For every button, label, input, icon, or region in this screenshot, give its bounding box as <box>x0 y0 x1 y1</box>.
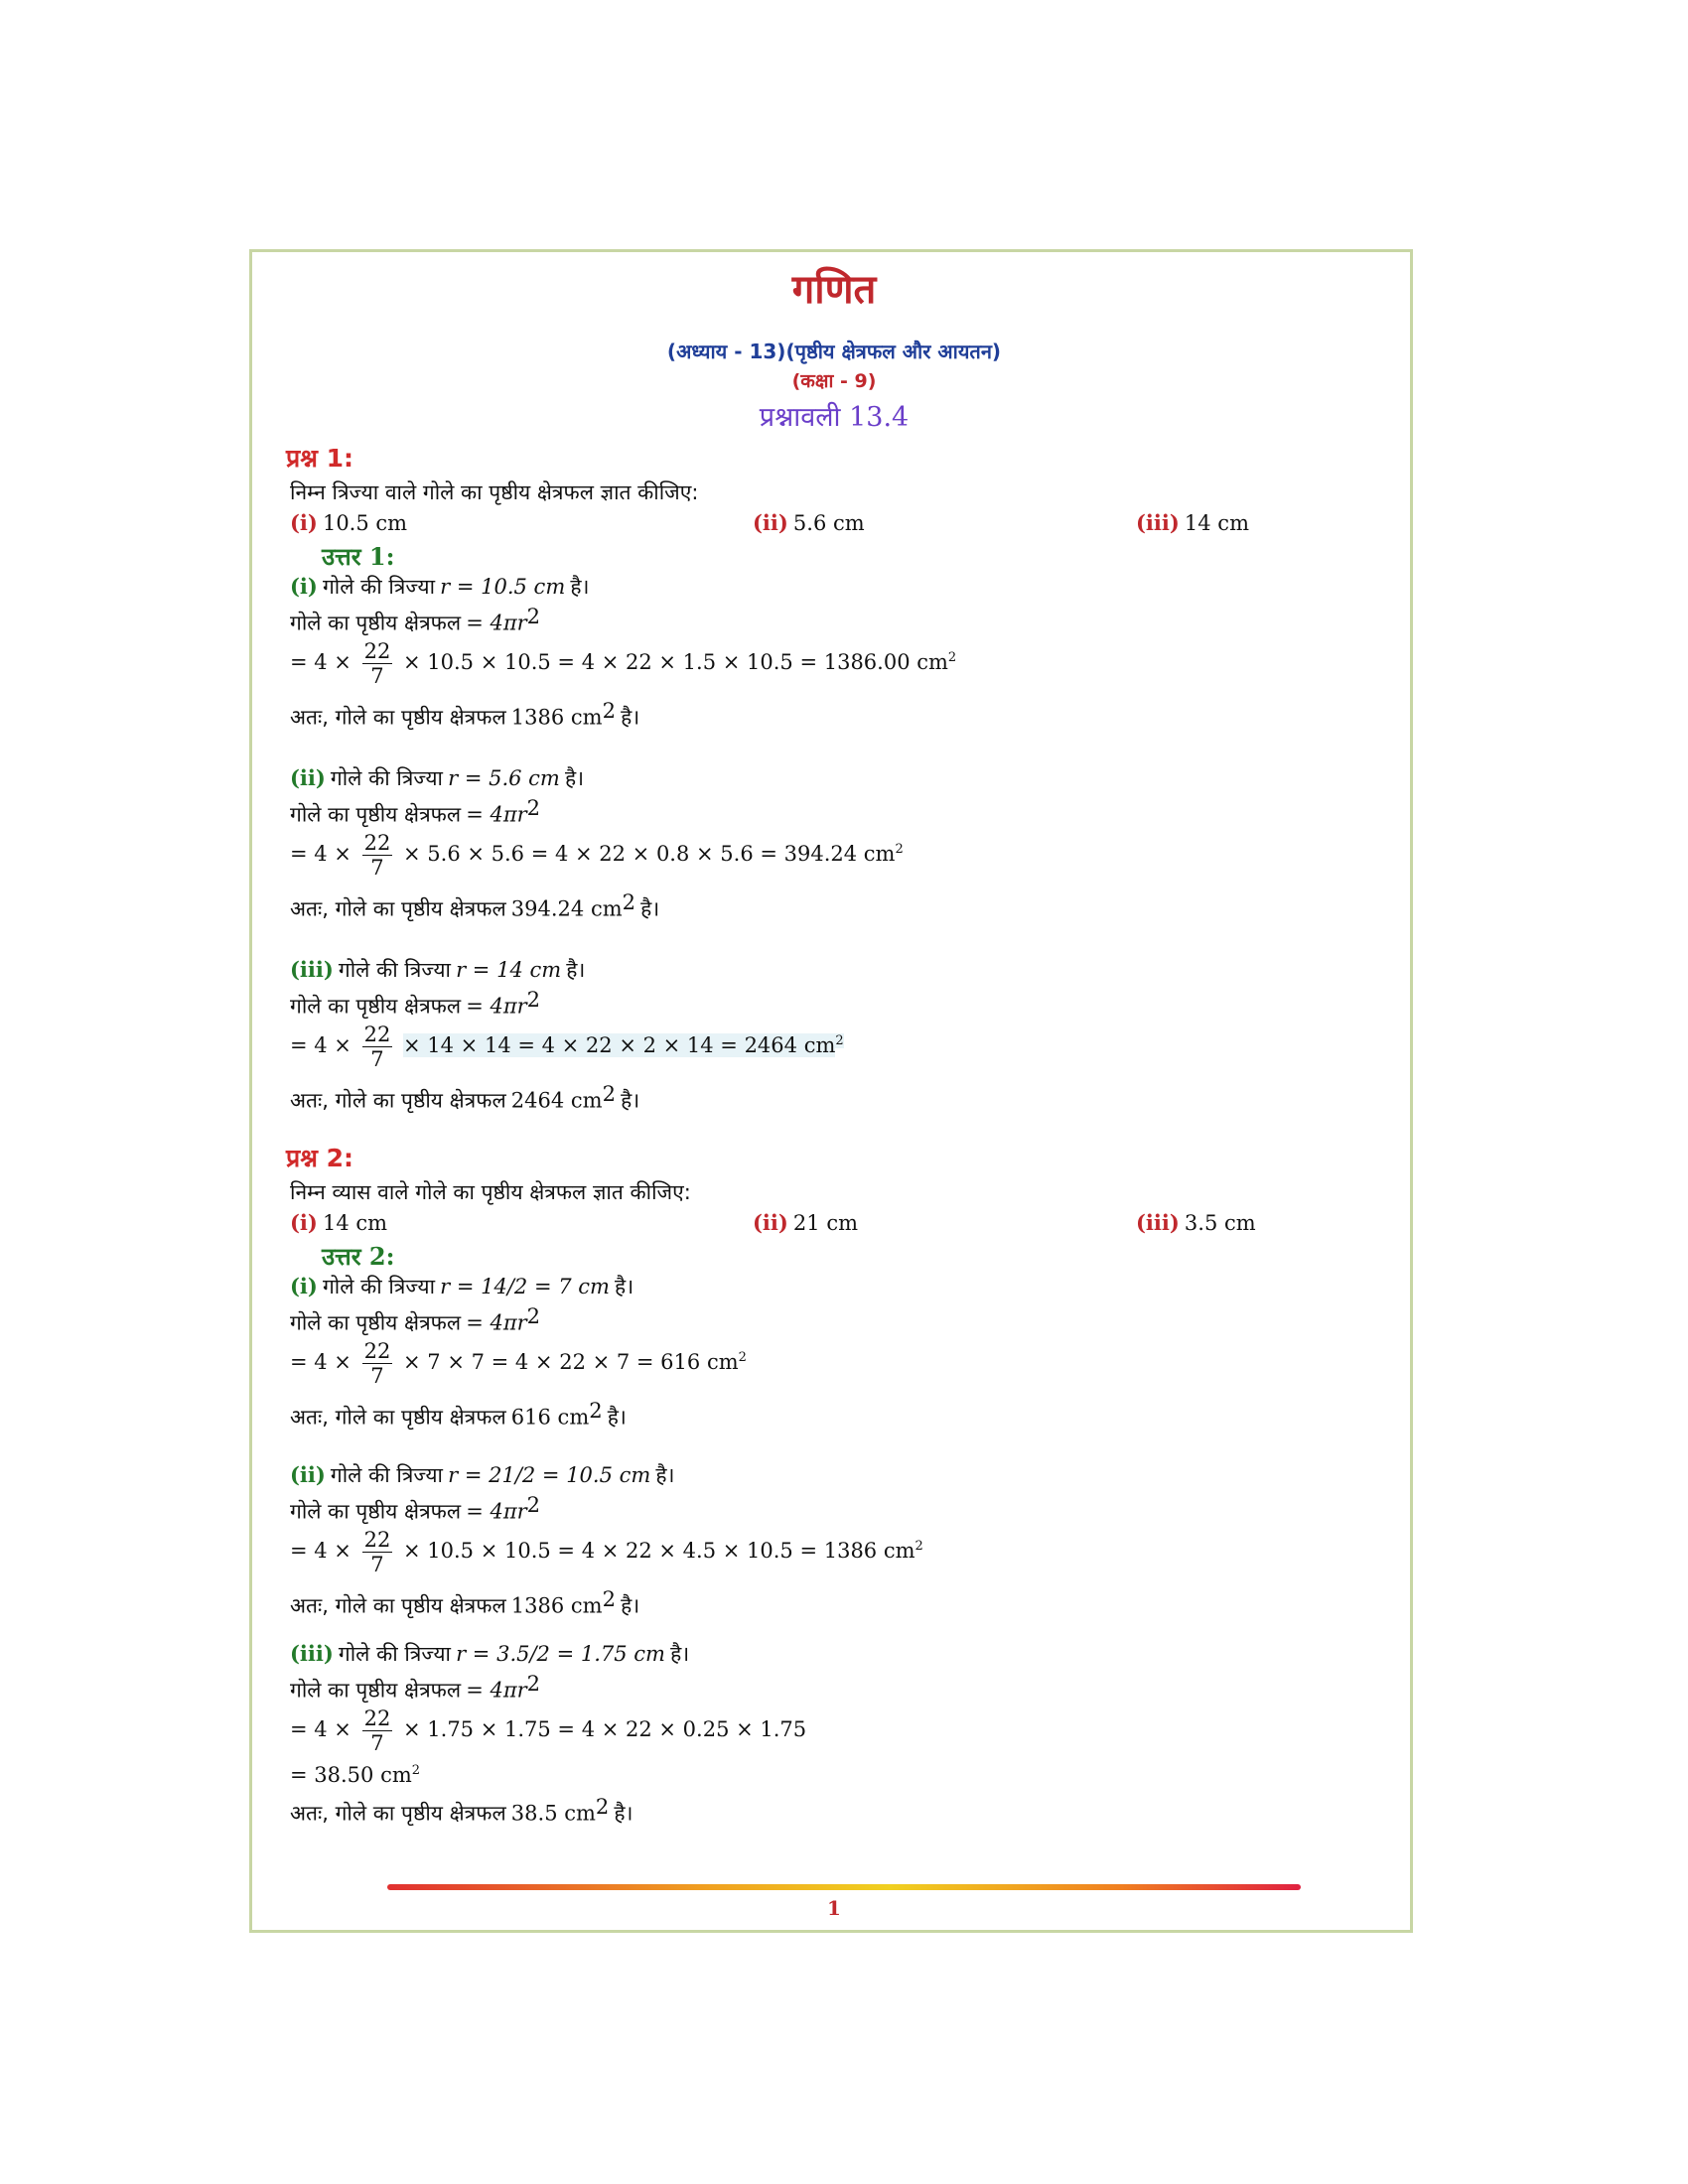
part-label: (ii) <box>290 1462 326 1487</box>
calc-pre: = 4 × <box>290 650 352 674</box>
calc-pre: = 4 × <box>290 1539 352 1563</box>
class-heading: (कक्षा - 9) <box>791 370 877 392</box>
result-text: अतः, गोले का पृष्ठीय क्षेत्रफल <box>290 1405 506 1430</box>
option-value: 10.5 cm <box>322 511 408 535</box>
radius-text: गोले की त्रिज्या <box>338 1642 451 1666</box>
result-value: 616 cm <box>510 1405 590 1430</box>
q1-part-1-result: अतः, गोले का पृष्ठीय क्षेत्रफल 1386 $cm^2$ है। <box>290 699 640 730</box>
radius-end: है। <box>564 766 585 790</box>
q1-part-1-radius <box>290 573 589 601</box>
q2-part-3-calculation <box>290 1706 806 1755</box>
q2-part-3-calculation-result: = 38.50 $cm^2$ <box>290 1763 421 1787</box>
option-label: (ii) <box>753 1210 788 1235</box>
q1-part-3-formula: गोले का पृष्ठीय क्षेत्रफल = $4\pi r^2$ <box>290 988 541 1019</box>
option-value: 14 cm <box>322 1211 388 1235</box>
q2-part-1-formula: गोले का पृष्ठीय क्षेत्रफल = $4\pi r^2$ <box>290 1304 541 1335</box>
question-2-option-1 <box>290 1210 387 1235</box>
calc-result: = 38.50 cm <box>290 1763 412 1787</box>
radius-end: है। <box>655 1463 675 1487</box>
result-end: है। <box>621 1088 640 1113</box>
result-text: अतः, गोले का पृष्ठीय क्षेत्रफल <box>290 705 506 730</box>
option-value: 5.6 cm <box>792 511 865 535</box>
result-text: अतः, गोले का पृष्ठीय क्षेत्रफल <box>290 1088 506 1113</box>
formula-text: गोले का पृष्ठीय क्षेत्रफल <box>290 1310 462 1335</box>
formula: = 4πr <box>466 1310 527 1335</box>
chapter-heading: (अध्याय - 13)(पृष्ठीय क्षेत्रफल और आयतन) <box>666 340 1002 363</box>
radius-value: r = 10.5 cm <box>440 575 566 599</box>
radius-text: गोले की त्रिज्या <box>338 958 451 982</box>
q2-part-1-radius <box>290 1273 633 1300</box>
result-value: 394.24 cm <box>510 896 623 921</box>
exercise-number: 13.4 <box>849 402 910 433</box>
question-1-option-2 <box>753 510 865 535</box>
result-value: 38.5 cm <box>510 1801 596 1826</box>
formula: = 4πr <box>466 611 527 635</box>
fraction: $\frac{22}{7}$ <box>363 1528 391 1576</box>
radius-text: गोले की त्रिज्या <box>322 575 436 599</box>
q1-part-1-formula: गोले का पृष्ठीय क्षेत्रफल = $4\pi r^2$ <box>290 605 541 635</box>
formula: = 4πr <box>466 994 527 1019</box>
q2-part-2-formula: गोले का पृष्ठीय क्षेत्रफल = $4\pi r^2$ <box>290 1493 541 1524</box>
question-2-option-2 <box>753 1210 858 1235</box>
question-1-option-1 <box>290 510 407 535</box>
radius-value: r = 3.5/2 = 1.75 cm <box>456 1642 665 1666</box>
q2-part-3-radius <box>290 1640 689 1668</box>
q2-part-1-calculation: = 4 × $\frac{22}{7}$ × 7 × 7 = 4 × 22 × 7 = 616 $cm^2$ <box>290 1339 747 1388</box>
calc-post: × 1.75 × 1.75 = 4 × 22 × 0.25 × 1.75 <box>403 1717 807 1741</box>
formula-text: गोले का पृष्ठीय क्षेत्रफल <box>290 1499 462 1524</box>
part-label: (iii) <box>290 957 334 982</box>
page-title: गणित <box>791 267 877 313</box>
radius-text: गोले की त्रिज्या <box>330 766 444 790</box>
calc-pre: = 4 × <box>290 1350 352 1374</box>
radius-end: है। <box>570 575 590 599</box>
q2-part-3-result: अतः, गोले का पृष्ठीय क्षेत्रफल 38.5 $cm^2$ है। <box>290 1795 633 1826</box>
radius-end: है। <box>670 1642 690 1666</box>
footer-divider <box>387 1884 1301 1890</box>
calc-post: × 10.5 × 10.5 = 4 × 22 × 1.5 × 10.5 = 1386.00 cm <box>403 650 948 674</box>
option-value: 14 cm <box>1184 511 1249 535</box>
q1-part-2-calculation: = 4 × $\frac{22}{7}$ × 5.6 × 5.6 = 4 × 22 × 0.8 × 5.6 = 394.24 $cm^2$ <box>290 831 904 880</box>
calc-post: × 14 × 14 = 4 × 22 × 2 × 14 = 2464 cm <box>403 1033 836 1057</box>
option-label: (iii) <box>1136 1210 1180 1235</box>
q1-part-3-result: अतः, गोले का पृष्ठीय क्षेत्रफल 2464 $cm^2$ है। <box>290 1082 640 1113</box>
q1-part-3-calculation: = 4 × $\frac{22}{7}$ × 14 × 14 = 4 × 22 × 2 × 14 = 2464 $cm^2$ <box>290 1023 844 1071</box>
radius-text: गोले की त्रिज्या <box>322 1275 436 1298</box>
calc-pre: = 4 × <box>290 1033 352 1057</box>
calc-pre: = 4 × <box>290 1717 352 1741</box>
option-value: 21 cm <box>792 1211 858 1235</box>
calc-post: × 7 × 7 = 4 × 22 × 7 = 616 cm <box>403 1350 739 1374</box>
answer-2-heading: उत्तर 2: <box>322 1242 395 1271</box>
formula: = 4πr <box>466 1499 527 1524</box>
q2-part-2-calculation: = 4 × $\frac{22}{7}$ × 10.5 × 10.5 = 4 × 22 × 4.5 × 10.5 = 1386 $cm^2$ <box>290 1528 923 1576</box>
result-text: अतः, गोले का पृष्ठीय क्षेत्रफल <box>290 1593 506 1618</box>
result-end: है। <box>621 705 640 730</box>
part-label: (i) <box>290 574 318 599</box>
result-value: 1386 cm <box>510 705 603 730</box>
result-value: 1386 cm <box>510 1593 603 1618</box>
result-text: अतः, गोले का पृष्ठीय क्षेत्रफल <box>290 1801 506 1826</box>
formula-text: गोले का पृष्ठीय क्षेत्रफल <box>290 611 462 635</box>
page-frame <box>249 249 1413 1933</box>
radius-text: गोले की त्रिज्या <box>330 1463 444 1487</box>
exercise-heading <box>252 397 1416 434</box>
radius-end: है। <box>566 958 586 982</box>
fraction: $\frac{22}{7}$ <box>363 831 391 880</box>
page-number: 1 <box>827 1896 841 1920</box>
formula-text: गोले का पृष्ठीय क्षेत्रफल <box>290 994 462 1019</box>
result-end: है। <box>621 1593 640 1618</box>
q1-part-2-radius <box>290 764 584 792</box>
result-end: है। <box>614 1801 633 1826</box>
q2-part-3-formula: गोले का पृष्ठीय क्षेत्रफल = $4\pi r^2$ <box>290 1672 541 1703</box>
part-label: (ii) <box>290 765 326 790</box>
question-1-option-3 <box>1136 510 1249 535</box>
q1-part-1-calculation: = 4 × $\frac{22}{7}$ × 10.5 × 10.5 = 4 × 22 × 1.5 × 10.5 = 1386.00 $cm^2$ <box>290 639 957 688</box>
radius-value: r = 5.6 cm <box>448 766 560 790</box>
q1-part-2-result: अतः, गोले का पृष्ठीय क्षेत्रफल 394.24 $cm^2$ है। <box>290 890 660 921</box>
result-value: 2464 cm <box>510 1088 603 1113</box>
fraction: $\frac{22}{7}$ <box>363 1023 391 1071</box>
option-label: (i) <box>290 1210 318 1235</box>
radius-value: r = 14 cm <box>456 958 562 982</box>
q2-part-2-result: अतः, गोले का पृष्ठीय क्षेत्रफल 1386 $cm^2$ है। <box>290 1587 640 1618</box>
option-label: (i) <box>290 510 318 535</box>
formula: = 4πr <box>466 1678 527 1703</box>
formula: = 4πr <box>466 802 527 827</box>
q2-part-2-radius <box>290 1461 675 1489</box>
q1-part-2-formula: गोले का पृष्ठीय क्षेत्रफल = $4\pi r^2$ <box>290 796 541 827</box>
part-label: (iii) <box>290 1641 334 1666</box>
calc-pre: = 4 × <box>290 842 352 866</box>
radius-value: r = 14/2 = 7 cm <box>440 1275 610 1298</box>
exercise-label: प्रश्नावली <box>759 402 841 433</box>
option-label: (ii) <box>753 510 788 535</box>
result-text: अतः, गोले का पृष्ठीय क्षेत्रफल <box>290 896 506 921</box>
radius-value: r = 21/2 = 10.5 cm <box>448 1463 651 1487</box>
question-2-prompt: निम्न व्यास वाले गोले का पृष्ठीय क्षेत्रफल ज्ञात कीजिए: <box>290 1180 691 1204</box>
option-label: (iii) <box>1136 510 1180 535</box>
answer-1-heading: उत्तर 1: <box>322 542 395 571</box>
result-end: है। <box>607 1405 627 1430</box>
fraction: $\frac{22}{7}$ <box>363 639 391 688</box>
q2-part-1-result: अतः, गोले का पृष्ठीय क्षेत्रफल 616 $cm^2$ है। <box>290 1399 627 1430</box>
formula-text: गोले का पृष्ठीय क्षेत्रफल <box>290 802 462 827</box>
fraction: $\frac{22}{7}$ <box>363 1706 391 1755</box>
radius-end: है। <box>615 1275 634 1298</box>
formula-text: गोले का पृष्ठीय क्षेत्रफल <box>290 1678 462 1703</box>
calc-post: × 5.6 × 5.6 = 4 × 22 × 0.8 × 5.6 = 394.24 cm <box>403 842 896 866</box>
option-value: 3.5 cm <box>1184 1211 1256 1235</box>
result-end: है। <box>640 896 660 921</box>
q1-part-3-radius <box>290 956 585 984</box>
question-2-heading: प्रश्न 2: <box>286 1144 353 1172</box>
part-label: (i) <box>290 1274 318 1298</box>
question-1-heading: प्रश्न 1: <box>286 444 353 473</box>
question-2-option-3 <box>1136 1210 1256 1235</box>
fraction: $\frac{22}{7}$ <box>363 1339 391 1388</box>
question-1-prompt: निम्न त्रिज्या वाले गोले का पृष्ठीय क्षेत्रफल ज्ञात कीजिए: <box>290 480 699 504</box>
calc-post: × 10.5 × 10.5 = 4 × 22 × 4.5 × 10.5 = 1386 cm <box>403 1539 915 1563</box>
